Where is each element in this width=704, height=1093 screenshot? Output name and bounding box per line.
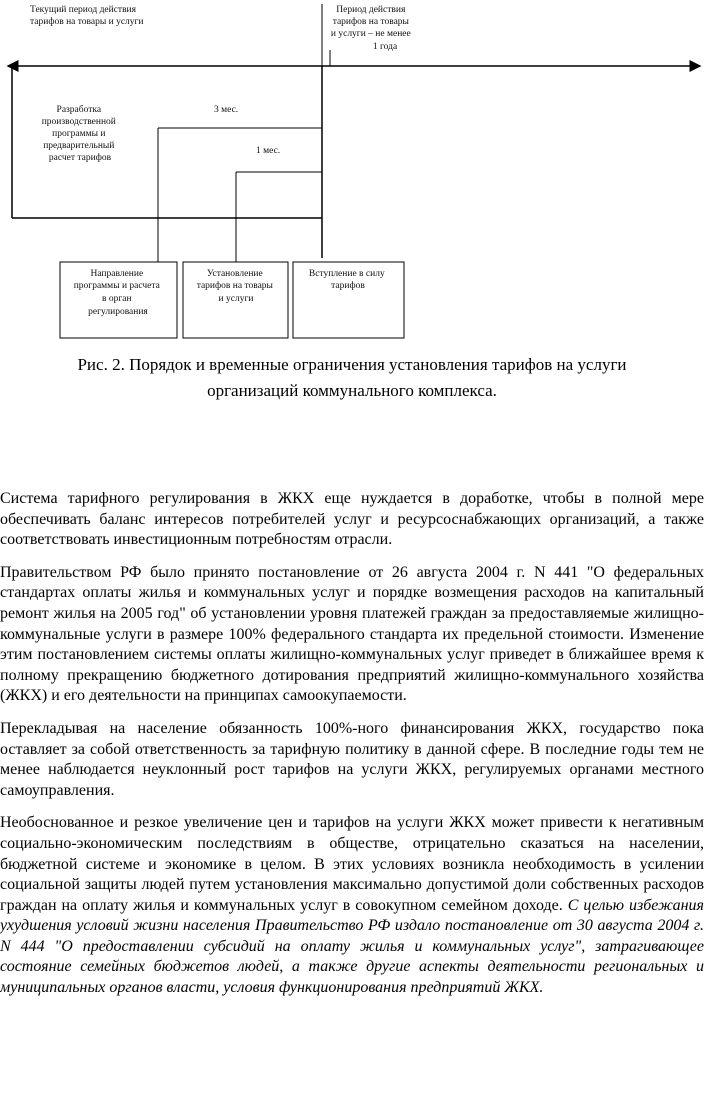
paragraph-4-text: Необоснованное и резкое увеличение цен и тарифов на услуги ЖКХ может привести к негативным социально-экономическим последствиям в обществе, отрицательно сказаться на населении, бюджетной системе и экономике в целом. В этих условиях возникла необходимость в усилении социальной защиты людей путем установления максимально допустимой доли собственных расходов граждан на оплату жилья и коммунальных услуг в совокупном семейном доходе. (0, 814, 704, 914)
header-current-period: Текущий период действия тарифов на товары и услуги (30, 5, 144, 27)
one-month-label: 1 мес. (256, 146, 281, 156)
svg-text:Установление тарифов на то: Установление тарифов на товары и услуги (196, 269, 273, 304)
paragraph-3: Перекладывая на население обязанность 100%-ного финансирования ЖКХ, государство пока оставляет за собой ответственность за тарифную политику в данной сфере. В последние годы тем не менее наблюдается неуклонный рост тарифов на услуги ЖКХ, регулируемых органами местного самоуправления. (0, 719, 704, 799)
tariff-timeline-diagram (0, 0, 704, 345)
paragraph-2: Правительством РФ было принято постановление от 26 августа 2004 г. N 441 "О федеральных стандартах оплаты жилья и коммунальных услуг и порядке возмещения расходов на капитальный ремонт жилья на 2005 год" об установлении уровня платежей граждан за предоставляемые жилищно-коммунальные услуги в размере 100% федерального стандарта их предельной стоимости. Изменение этим постановлением системы оплаты жилищно-коммунальных услуг приведет в ближайшее время к полному прекращению бюджетного дотирования предприятий жилищно-коммунального хозяйства (ЖКХ) и его деятельности на принципах самоокупаемости. (0, 563, 704, 705)
svg-text:Вступление в силу тарифов: Вступление в силу тарифов (308, 269, 385, 291)
paragraph-1: Система тарифного регулирования в ЖКХ еще нуждается в доработке, чтобы в полной мере обеспечивать баланс интересов потребителей услуг и ресурсоснабжающих организаций, а также соответствовать инвестиционным потребностям отрасли. (0, 490, 704, 549)
caption-line-2: организаций коммунального комплекса. (207, 381, 497, 400)
article-body (0, 489, 704, 1011)
svg-text:Направление программы и ра: Направление программы и расчета в орган регулирования (73, 269, 160, 317)
paragraph-4 (0, 813, 704, 998)
three-month-label: 3 мес. (214, 105, 239, 115)
header-next-period: Период действия тарифов на товары и услуги – не менее 1 года (330, 5, 411, 52)
paragraph-4-italic: С целью избежания ухудшения условий жизни населения Правительство РФ издало постановление от 30 августа 2004 г. N 444 "О предоставлении субсидий на оплату жилья и коммунальных услуг", затрагивающее состояние семейных бюджетов людей, а также другие аспекты деятельности региональных и муниципальных органов власти, условия функционирования предприятий ЖКХ. (0, 896, 704, 997)
caption-line-1: Рис. 2. Порядок и временные ограничения установления тарифов на услуги (77, 355, 627, 374)
figure-caption (40, 352, 664, 404)
development-stage-label: Разработка производственной программы и предварительный расчет тарифов (41, 105, 116, 163)
